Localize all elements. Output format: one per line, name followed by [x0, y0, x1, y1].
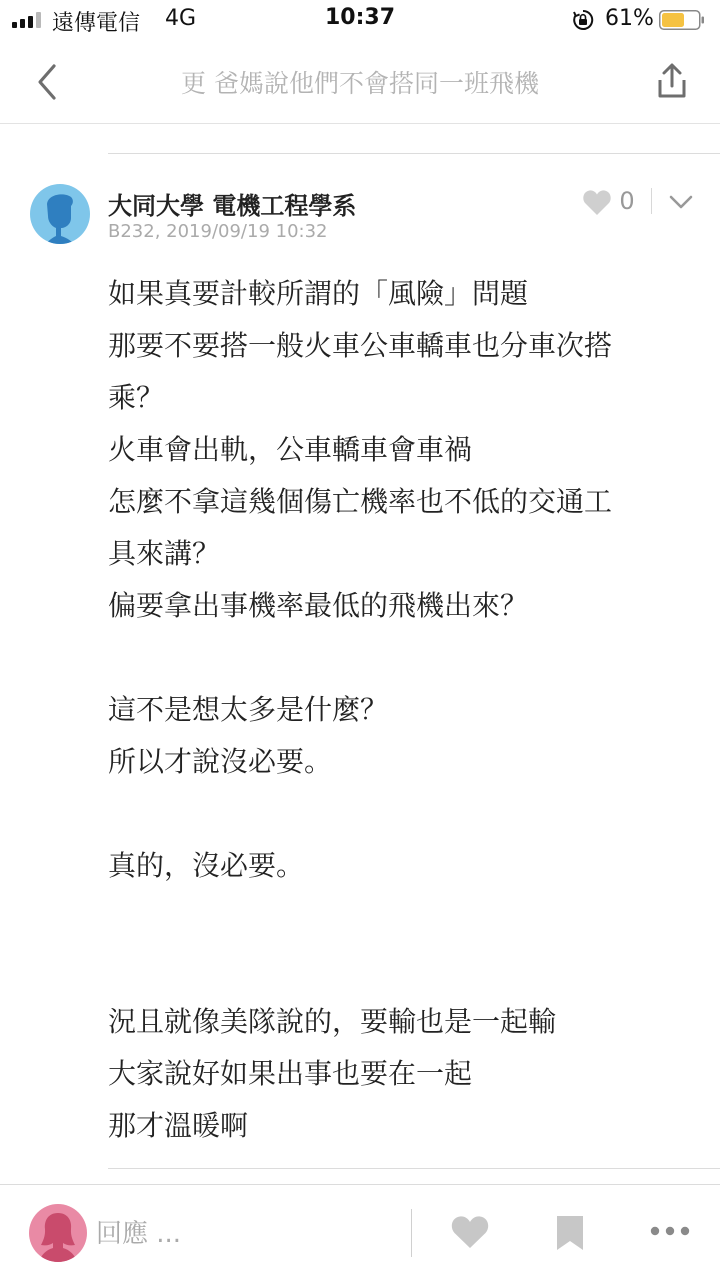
post-body-line: 偏要拿出事機率最低的飛機出來？	[108, 589, 529, 622]
more-button[interactable]	[650, 1225, 690, 1237]
post-body-line: 火車會出軌，公車轎車會車禍	[108, 433, 473, 466]
status-bar	[0, 0, 720, 40]
like-count: 0	[619, 187, 635, 215]
chevron-down-icon[interactable]	[668, 192, 694, 212]
author-name[interactable]: 大同大學 電機工程學系	[108, 192, 357, 220]
blank-line	[108, 788, 708, 840]
status-time: 10:37	[324, 5, 396, 30]
post-body-line: 這不是想太多是什麼？	[108, 693, 389, 726]
post-body-line: 具來講？	[108, 537, 221, 570]
blank-line	[108, 944, 708, 996]
blank-line	[108, 632, 708, 684]
rotation-lock-icon	[572, 9, 594, 31]
user-avatar[interactable]	[29, 1204, 87, 1262]
reply-input[interactable]: 回應 ...	[96, 1219, 182, 1249]
post-body-line: 如果真要計較所謂的「風險」問題	[108, 277, 529, 310]
post-body-line: 所以才說沒必要。	[108, 745, 333, 778]
post-body-line: 那要不要搭一般火車公車轎車也分車次搭	[108, 329, 613, 362]
author-avatar[interactable]	[30, 184, 90, 244]
post-meta: B232, 2019/09/19 10:32	[108, 221, 328, 242]
bottom-bar	[0, 1184, 720, 1280]
back-button[interactable]	[30, 60, 66, 104]
divider	[108, 153, 720, 154]
heart-button[interactable]	[450, 1214, 490, 1250]
post-body	[108, 268, 708, 1152]
divider	[411, 1209, 412, 1257]
nav-bar	[0, 40, 720, 124]
post-body-line: 怎麼不拿這幾個傷亡機率也不低的交通工	[108, 485, 613, 518]
post-body-line: 乘？	[108, 381, 165, 414]
bookmark-button[interactable]	[556, 1215, 584, 1251]
carrier-name: 遠傳電信	[52, 11, 141, 36]
divider	[108, 1168, 720, 1169]
share-button[interactable]	[652, 62, 692, 102]
post-body-line: 真的，沒必要。	[108, 849, 305, 882]
person-silhouette-icon	[30, 184, 90, 244]
network-type: 4G	[165, 6, 197, 31]
person-silhouette-icon	[29, 1204, 87, 1262]
post-body-line: 大家說好如果出事也要在一起	[108, 1057, 473, 1090]
heart-icon[interactable]	[582, 188, 612, 216]
divider	[651, 188, 652, 214]
page-title: 更 爸媽說他們不會搭同一班飛機	[181, 69, 539, 98]
blank-line	[108, 892, 708, 944]
battery-icon	[659, 10, 705, 30]
post-body-line: 況且就像美隊說的，要輸也是一起輸	[108, 1005, 557, 1038]
post-body-line: 那才溫暖啊	[108, 1109, 249, 1142]
battery-percent: 61%	[605, 6, 654, 31]
